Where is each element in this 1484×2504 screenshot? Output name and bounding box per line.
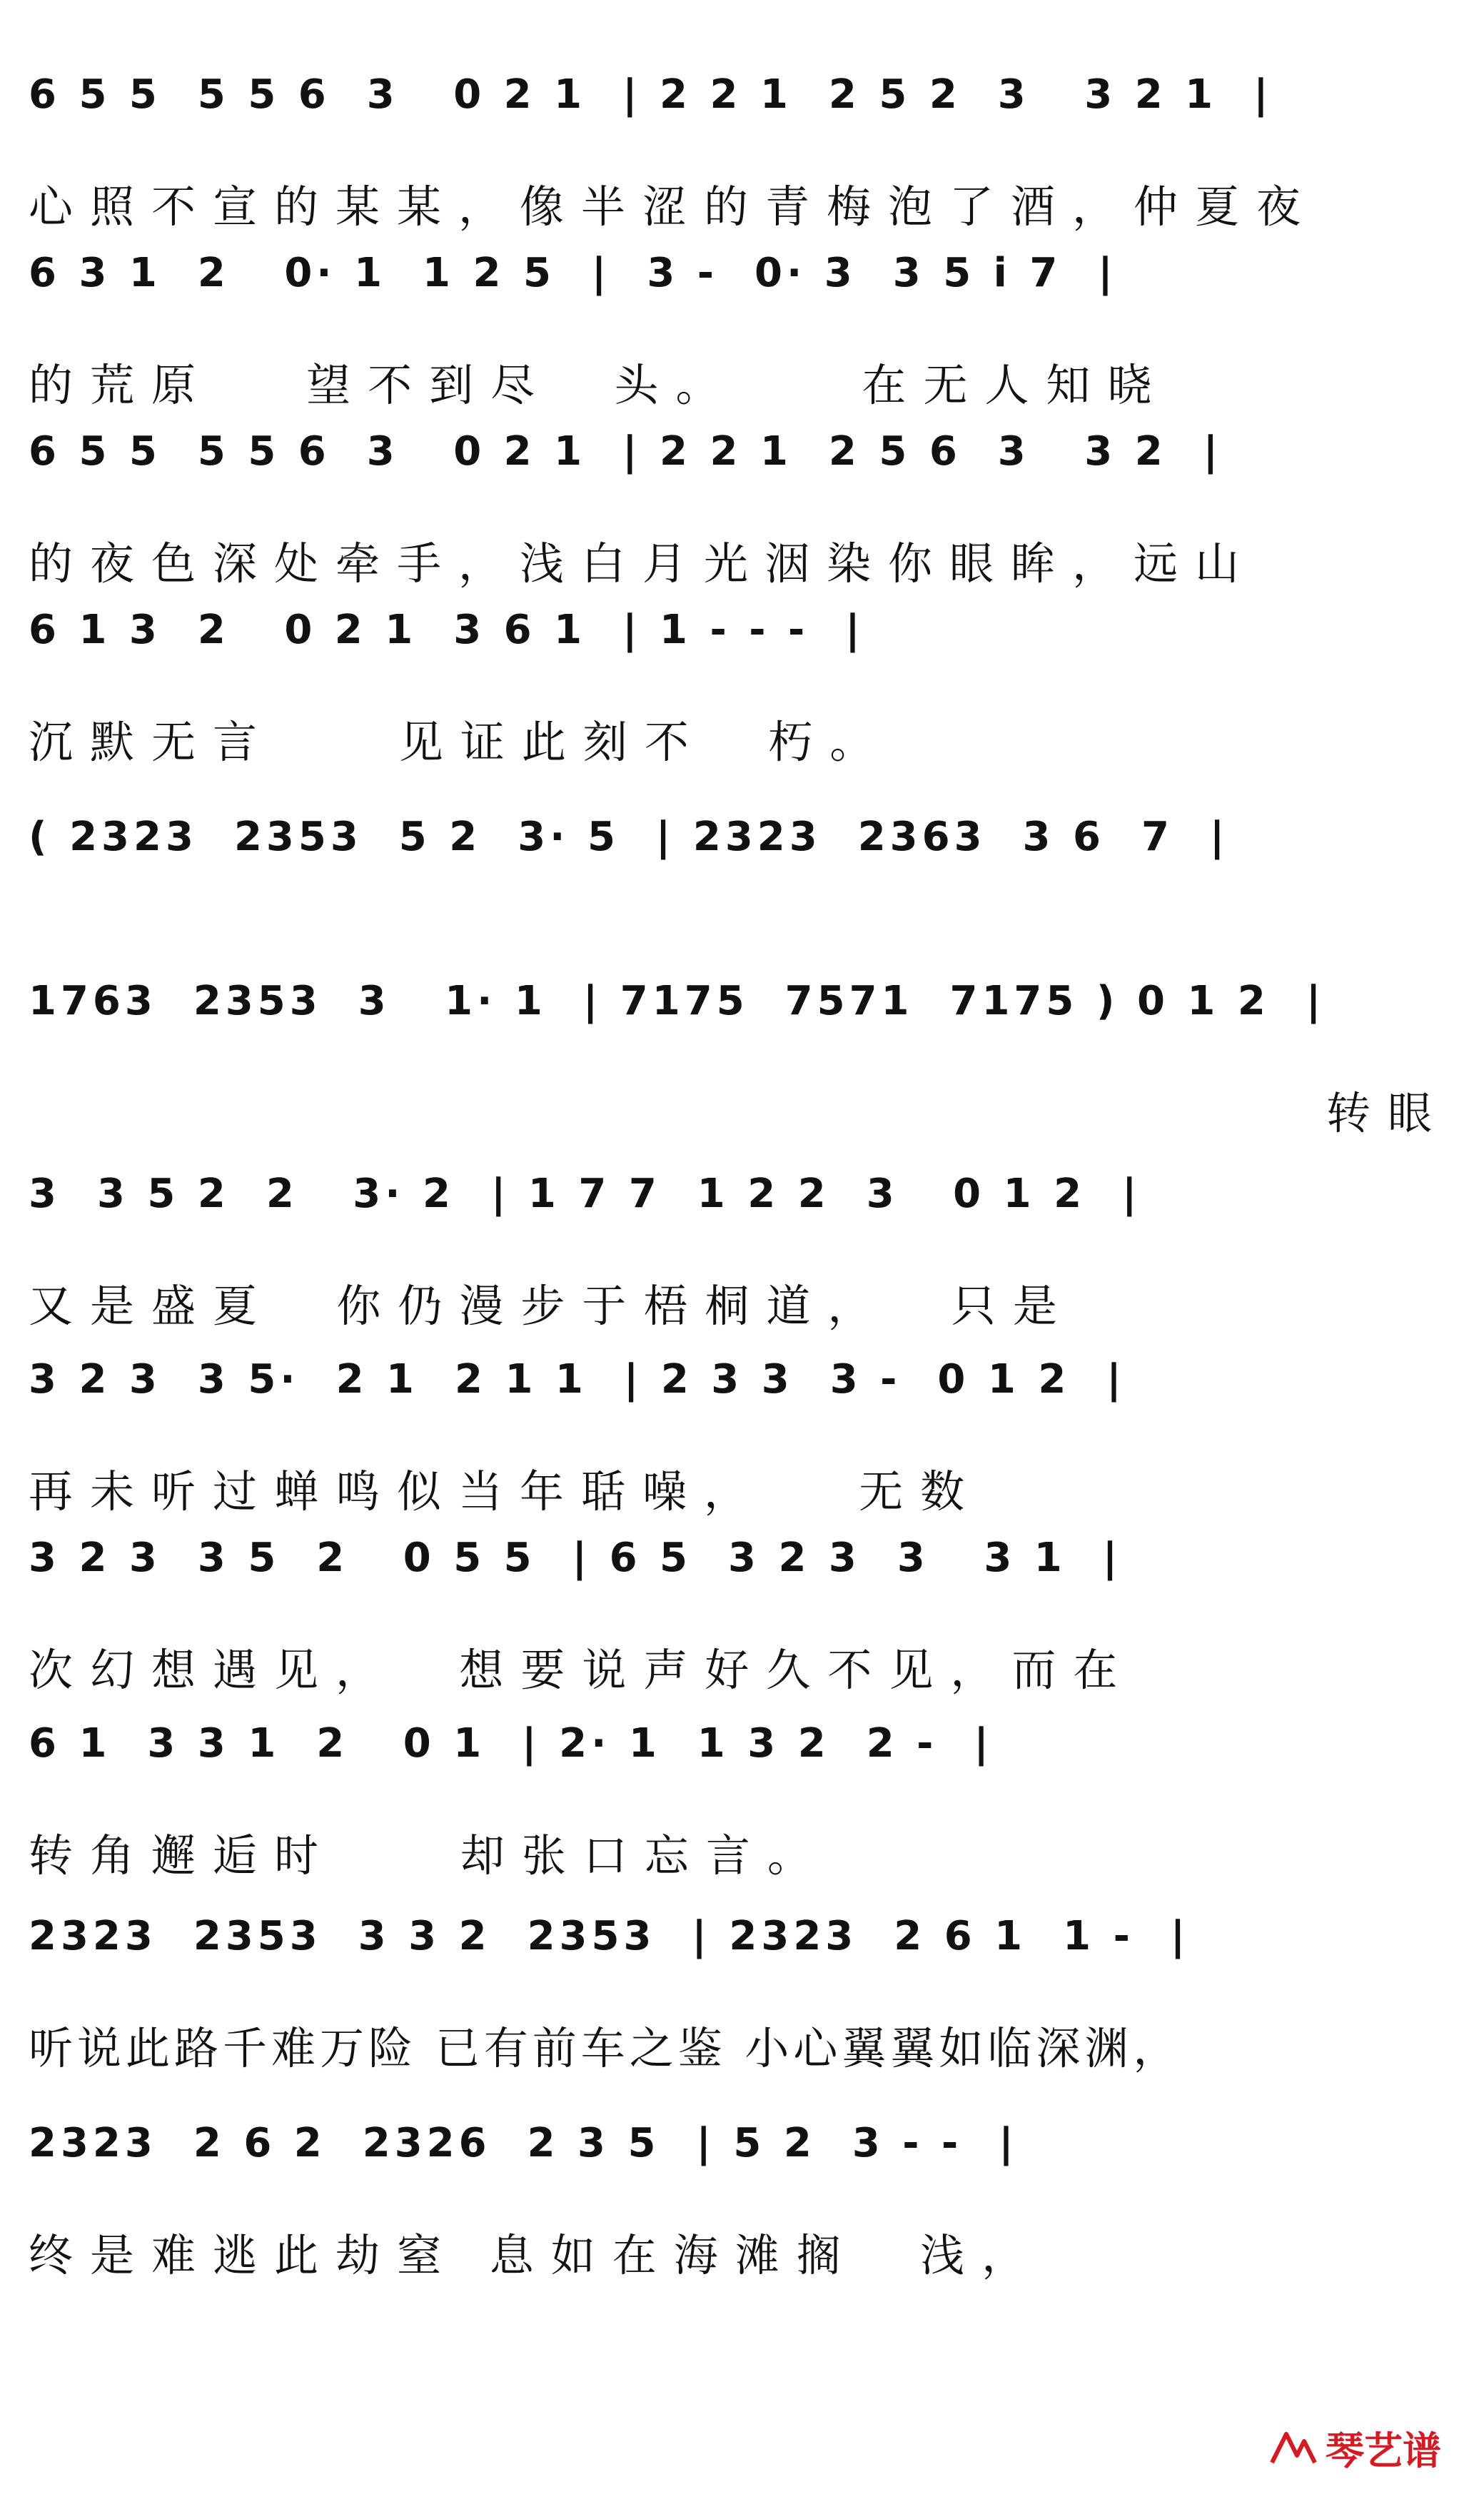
lyrics-line: 听说此路千难万险 已有前车之鉴 小心翼翼如临深渊， xyxy=(29,2022,1182,2074)
system-4 xyxy=(29,607,1449,768)
system-3 xyxy=(29,428,1449,590)
lyrics-line: 终是难逃此劫窒 息如在海滩搁 浅， xyxy=(29,2229,1044,2281)
system-9 xyxy=(29,1535,1449,1696)
lyrics-line: 沉默无言 见证此刻不 朽。 xyxy=(29,716,892,768)
notation-line: 6 5 5 5 5 6 3 0 2 1 | 2 2 1 2 5 2 3 3 2 1 | xyxy=(29,71,1273,118)
watermark-logo xyxy=(1268,2420,1441,2475)
notation-line: ( 2323 2353 5 2 3· 5 | 2323 2363 3 6 7 | xyxy=(29,814,1229,860)
piano-logo-icon xyxy=(1268,2427,1318,2470)
system-2 xyxy=(29,250,1449,411)
system-1 xyxy=(29,71,1449,233)
lyrics-line: 又是盛夏 你仍漫步于梧桐道， 只是 xyxy=(29,1280,1074,1332)
notation-line: 6 1 3 2 0 2 1 3 6 1 | 1 - - - | xyxy=(29,607,864,653)
system-6-interlude xyxy=(29,978,1449,1139)
lyrics-line: 心照不宣的某某，像半涩的青梅泡了酒，仲夏夜 xyxy=(29,181,1318,233)
lyrics-line: 转角邂逅时 却张口忘言。 xyxy=(29,1829,829,1882)
system-11 xyxy=(29,1913,1449,2074)
notation-line: 3 2 3 3 5· 2 1 2 1 1 | 2 3 3 3 - 0 1 2 | xyxy=(29,1356,1126,1403)
notation-line: 6 1 3 3 1 2 0 1 | 2· 1 1 3 2 2 - | xyxy=(29,1720,993,1767)
system-12 xyxy=(29,2120,1449,2281)
lyrics-line: 再未听过蝉鸣似当年聒噪， 无数 xyxy=(29,1465,982,1518)
lyrics-line: 的夜色深处牵手，浅白月光洇染你眼眸，远山 xyxy=(29,537,1257,590)
notation-line: 2323 2353 3 3 2 2353 | 2323 2 6 1 1 - | xyxy=(29,1913,1190,1959)
lyrics-line: 转眼 xyxy=(1326,1087,1449,1139)
notation-line: 6 5 5 5 5 6 3 0 2 1 | 2 2 1 2 5 6 3 3 2 | xyxy=(29,428,1223,475)
notation-line: 3 2 3 3 5 2 0 5 5 | 6 5 3 2 3 3 3 1 | xyxy=(29,1535,1122,1581)
notation-line: 3 3 5 2 2 3· 2 | 1 7 7 1 2 2 3 0 1 2 | xyxy=(29,1171,1141,1217)
notation-line: 1763 2353 3 1· 1 | 7175 7571 7175 ) 0 1 2 | xyxy=(29,978,1326,1024)
notation-line: 2323 2 6 2 2326 2 3 5 | 5 2 3 - - | xyxy=(29,2120,1018,2166)
system-5-interlude xyxy=(29,814,1449,899)
lyrics-line: 的荒原 望不到尽 头。 在无人知晓 xyxy=(29,359,1169,411)
system-8 xyxy=(29,1356,1449,1518)
system-7 xyxy=(29,1171,1449,1332)
system-10 xyxy=(29,1720,1449,1882)
lyrics-line: 次幻想遇见， 想要说声好久不见，而在 xyxy=(29,1644,1135,1696)
notation-line: 6 3 1 2 0· 1 1 2 5 | 3 - 0· 3 3 5 i 7 | xyxy=(29,250,1117,296)
logo-text: 琴艺谱 xyxy=(1326,2428,1441,2473)
